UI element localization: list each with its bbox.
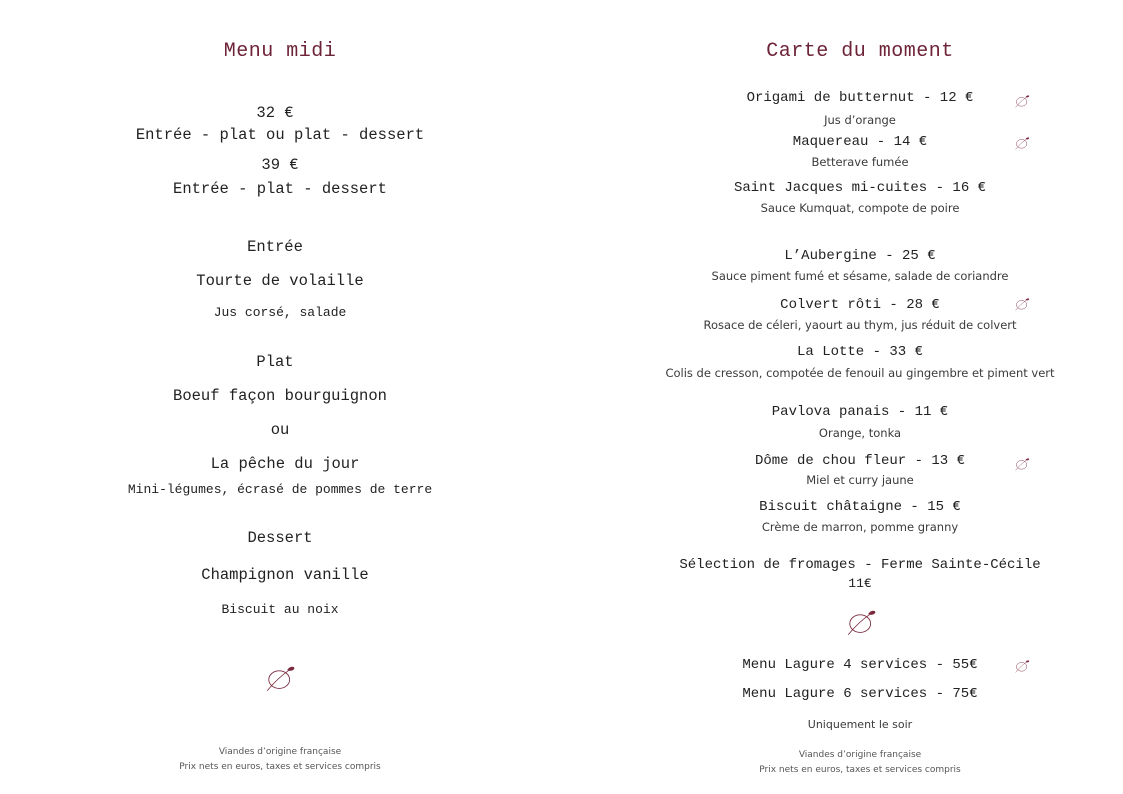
menu-item-name: Saint Jacques mi-cuites - 16 € (733, 180, 987, 196)
leaf-marker-icon (1012, 135, 1032, 151)
left-footer-1: Viandes d’origine française (218, 747, 342, 757)
price-2: 39 € (261, 156, 299, 174)
menu-item-desc: Jus d’orange (824, 113, 896, 127)
dessert-heading: Dessert (247, 529, 313, 547)
menu-item-desc: Rosace de céleri, yaourt au thym, jus réduit de colvert (703, 318, 1017, 332)
leaf-marker-icon (1012, 658, 1032, 674)
menu-item-name: Pavlova panais - 11 € (771, 404, 949, 420)
right-footer-1: Viandes d’origine française (798, 750, 922, 760)
evening-note: Uniquement le soir (807, 718, 913, 731)
leaf-circle-logo-icon (260, 662, 300, 694)
leaf-marker-icon (1012, 296, 1032, 312)
menu-item-name: Dôme de chou fleur - 13 € (754, 453, 966, 469)
entree-desc: Jus corsé, salade (213, 305, 347, 320)
cheese-line-1: Sélection de fromages - Ferme Sainte-Cécile (679, 557, 1041, 573)
menu-item-desc: Colis de cresson, compotée de fenouil au gingembre et piment vert (665, 366, 1055, 380)
plat-dish-2: La pêche du jour (210, 455, 360, 473)
menu-item-name: Biscuit châtaigne - 15 € (759, 499, 961, 515)
left-footer-2: Prix nets en euros, taxes et services compris (179, 762, 381, 772)
menu-item-desc: Sauce piment fumé et sésame, salade de coriandre (711, 269, 1009, 283)
formula-1: Entrée - plat ou plat - dessert (135, 126, 425, 144)
menu-item-name: Origami de butternut - 12 € (746, 90, 974, 106)
menu-item-name: Colvert rôti - 28 € (780, 297, 940, 313)
menu-item-desc: Miel et curry jaune (806, 473, 914, 487)
menu-item-name: Maquereau - 14 € (792, 134, 928, 150)
right-title: Carte du moment (766, 40, 954, 63)
leaf-marker-icon (1012, 456, 1032, 472)
menu-lagure-4: Menu Lagure 4 services - 55€ (742, 657, 978, 673)
formula-2: Entrée - plat - dessert (173, 180, 387, 198)
dessert-desc: Biscuit au noix (221, 602, 339, 617)
left-title: Menu midi (223, 40, 337, 63)
plat-desc: Mini-légumes, écrasé de pommes de terre (127, 482, 433, 497)
menu-item-desc: Orange, tonka (818, 426, 902, 440)
plat-or: ou (270, 421, 290, 439)
menu-lagure-6: Menu Lagure 6 services - 75€ (742, 686, 978, 702)
leaf-circle-logo-icon (841, 606, 881, 638)
entree-dish: Tourte de volaille (196, 272, 364, 290)
cheese-line-2: 11€ (848, 576, 872, 591)
menu-item-desc: Betterave fumée (811, 155, 909, 169)
menu-item-name: La Lotte - 33 € (796, 344, 924, 360)
dessert-dish: Champignon vanille (201, 566, 369, 584)
plat-dish-1: Boeuf façon bourguignon (173, 387, 387, 405)
menu-item-desc: Sauce Kumquat, compote de poire (760, 201, 960, 215)
entree-heading: Entrée (247, 238, 303, 256)
leaf-marker-icon (1012, 93, 1032, 109)
plat-heading: Plat (256, 353, 294, 371)
menu-item-desc: Crème de marron, pomme granny (761, 520, 959, 534)
price-1: 32 € (256, 104, 294, 122)
menu-item-name: L’Aubergine - 25 € (784, 248, 936, 264)
right-footer-2: Prix nets en euros, taxes et services compris (759, 765, 961, 775)
